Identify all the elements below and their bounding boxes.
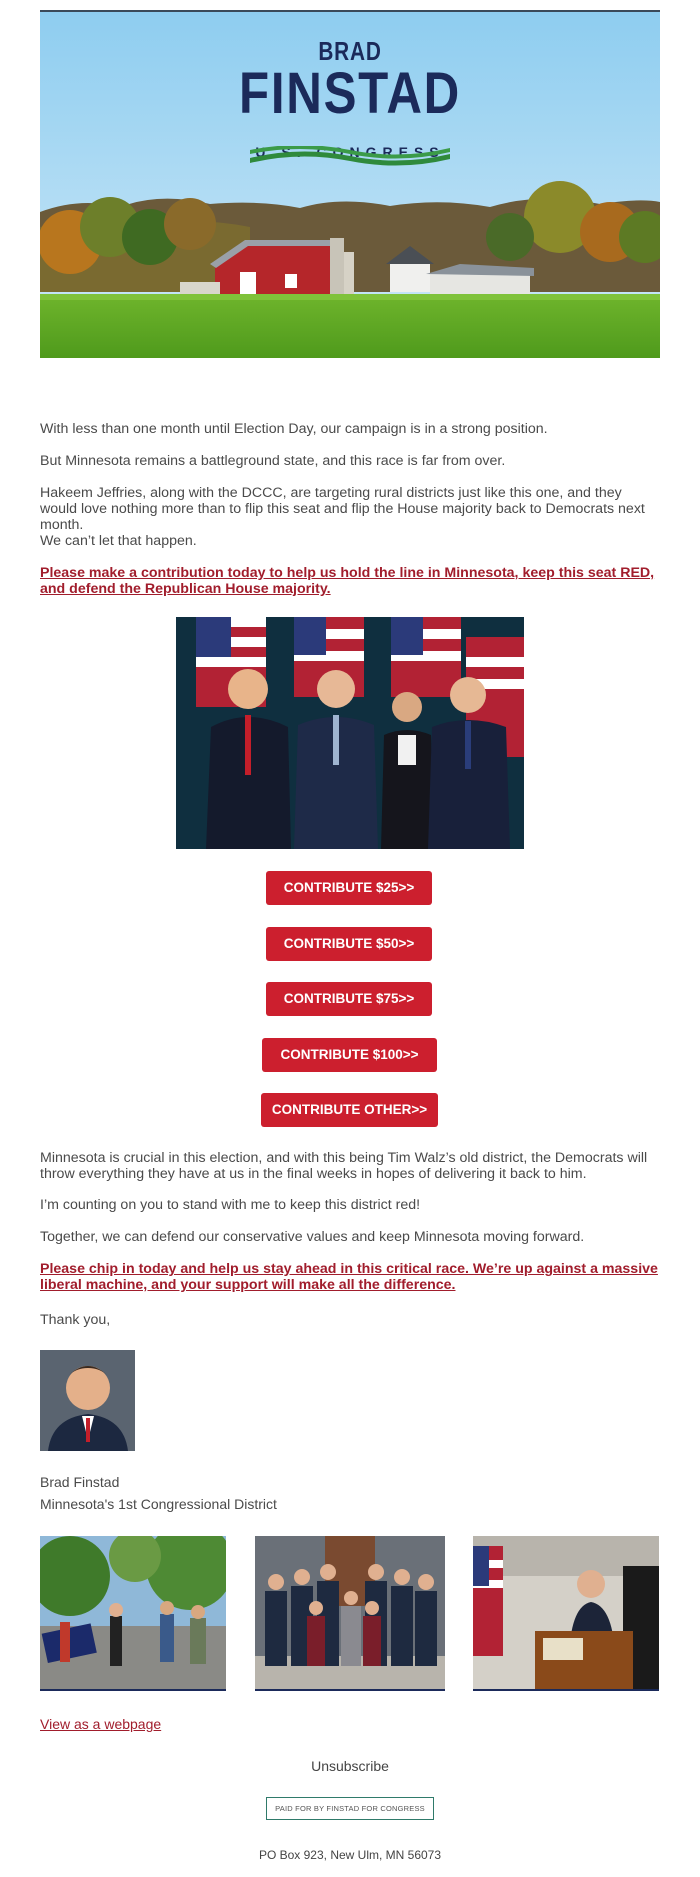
parade-image (40, 1536, 226, 1689)
headshot-photo (40, 1350, 135, 1451)
paragraph-6: I’m counting on you to stand with me to keep this district red! (40, 1197, 421, 1213)
paragraph-2: But Minnesota remains a battleground state, and this race is far from over. (40, 453, 506, 469)
family-image (255, 1536, 445, 1689)
contribute-25-button[interactable]: CONTRIBUTE $25>> (266, 871, 432, 905)
paid-for-container (40, 1797, 660, 1820)
paragraph-3: Hakeem Jeffries, along with the DCCC, are targeting rural districts just like this one, and they would love nothing more than to flip this seat and flip the House majority back to Democrats next month. (40, 485, 645, 533)
webpage-link-container (40, 1716, 161, 1734)
paragraph-7: Together, we can defend our conservative values and keep Minnesota moving forward. (40, 1229, 585, 1245)
contribute-other-button[interactable]: CONTRIBUTE OTHER>> (261, 1093, 438, 1127)
logo-waves-icon (250, 146, 450, 168)
group-photo (176, 617, 524, 849)
podium-photo (473, 1536, 659, 1691)
group-photo-image (176, 617, 524, 849)
logo-last-name: FINSTAD (239, 61, 461, 126)
contribute-75-button[interactable]: CONTRIBUTE $75>> (266, 982, 432, 1016)
paragraph-4: We can’t let that happen. (40, 533, 197, 549)
cta-paragraph-1 (40, 565, 660, 597)
mailing-address: PO Box 923, New Ulm, MN 56073 (258, 1848, 442, 1862)
contribute-link-1[interactable]: Please make a contribution today to help us hold the line in Minnesota, keep this seat RED, and defend the Republican House majority. (40, 565, 655, 597)
logo-first-name: BRAD (318, 36, 382, 66)
signature-district: Minnesota's 1st Congressional District (40, 1496, 277, 1512)
parade-photo (40, 1536, 226, 1691)
contribute-link-2[interactable]: Please chip in today and help us stay ahead in this critical race. We’re up against a massive liberal machine, and your support will make all the difference. (40, 1261, 658, 1293)
closing-text: Thank you, (40, 1312, 111, 1328)
podium-image (473, 1536, 659, 1689)
view-as-webpage-link[interactable]: View as a webpage (40, 1716, 162, 1732)
paid-for-disclaimer: PAID FOR BY FINSTAD FOR CONGRESS (266, 1797, 434, 1820)
campaign-logo (40, 38, 660, 160)
headshot-image (40, 1350, 135, 1451)
paragraph-5: Minnesota is crucial in this election, and with this being Tim Walz’s old district, the Democrats will throw everything they have at us in the final weeks in hopes of delivering it back to him. (40, 1150, 648, 1182)
cta-paragraph-2 (40, 1261, 660, 1293)
unsubscribe-link[interactable]: Unsubscribe (311, 1758, 389, 1774)
family-photo (255, 1536, 445, 1691)
contribute-50-button[interactable]: CONTRIBUTE $50>> (266, 927, 432, 961)
paragraph-1: With less than one month until Election Day, our campaign is in a strong position. (40, 421, 548, 437)
contribute-100-button[interactable]: CONTRIBUTE $100>> (262, 1038, 437, 1072)
header-banner (40, 10, 660, 358)
signature-name: Brad Finstad (40, 1474, 120, 1490)
